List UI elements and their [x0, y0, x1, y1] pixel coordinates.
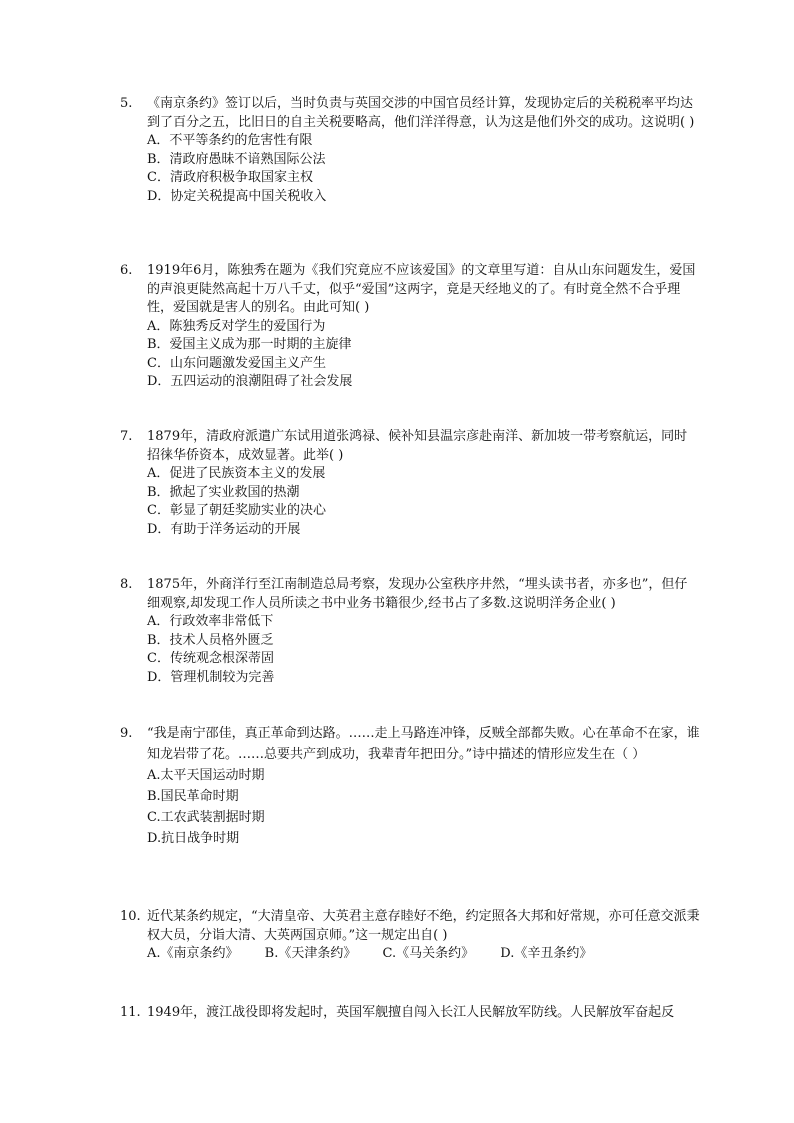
question-8	[120, 576, 700, 687]
question-text: 1949年，渡江战役即将发起时，英国军舰擅自闯入长江人民解放军防线。人民解放军奋起反	[147, 1005, 675, 1020]
question-number: 7.	[120, 429, 133, 444]
question-stem	[120, 262, 700, 318]
question-text: “我是南宁邵佳，真正革命到达路。……走上马路连冲锋，反贼全部都失败。心在革命不在家，谁知龙岩带了花。……总要共产到成功，我辈青年把田分。”诗中描述的情形应发生在（ ）	[147, 726, 700, 762]
question-stem	[120, 428, 700, 465]
option-b: B．技术人员格外匮乏	[147, 632, 274, 648]
question-number: 5.	[120, 96, 133, 111]
option-d: D.抗日战争时期	[147, 831, 240, 846]
option-b: B．清政府愚昧不谙熟国际公法	[147, 151, 326, 167]
option-a: A．不平等条约的危害性有限	[147, 133, 313, 148]
option-d: D.《辛丑条约》	[500, 946, 593, 961]
option-d: D．有助于洋务运动的开展	[147, 521, 301, 537]
question-number: 11.	[120, 1005, 141, 1020]
option-c: C.工农武装割据时期	[147, 810, 265, 825]
option-d: D．协定关税提高中国关税收入	[147, 188, 327, 204]
option-c: C．山东问题激发爱国主义产生	[147, 355, 326, 371]
option-c: C.《马关条约》	[382, 946, 475, 961]
option-a: A．陈独秀反对学生的爱国行为	[147, 318, 326, 334]
question-6	[120, 262, 700, 392]
question-text: 近代某条约规定，“大清皇帝、大英君主意存睦好不绝，约定照各大邦和好常规，亦可任意交派秉权大员，分诣大清、大英两国京师。”这一规定出自( )	[147, 909, 700, 943]
option-b: B.《天津条约》	[264, 946, 357, 961]
question-text: 1919年6月，陈独秀在题为《我们究竟应不应该爱国》的文章里写道：自从山东问题发生，爱国的声浪更陡然高起十万八千丈，似乎“爱国”这两字，竟是天经地义的了。有时竟全然不合乎理性，爱国就是害人的别名。由此可知( )	[147, 263, 696, 315]
option-b: B．掀起了实业救国的热潮	[147, 484, 300, 500]
question-11	[120, 1004, 700, 1023]
question-text: 《南京条约》签订以后，当时负责与英国交涉的中国官员经计算，发现协定后的关税税率平均达到了百分之五，比旧日的自主关税要略高，他们洋洋得意，认为这是他们外交的成功。这说明( )	[147, 96, 695, 130]
option-d: D．管理机制较为完善	[147, 669, 275, 685]
question-stem	[120, 95, 700, 132]
question-stem	[120, 576, 700, 613]
question-stem	[120, 723, 700, 765]
option-b: B．爱国主义成为那一时期的主旋律	[147, 337, 352, 352]
question-7	[120, 428, 700, 539]
option-c: C．清政府积极争取国家主权	[147, 170, 313, 185]
question-number: 6.	[120, 263, 133, 278]
question-stem	[120, 1004, 700, 1023]
question-number: 8.	[120, 577, 133, 592]
option-a: A．促进了民族资本主义的发展	[147, 466, 326, 481]
option-a: A.《南京条约》	[147, 946, 239, 961]
question-10	[120, 908, 700, 964]
question-number: 10.	[120, 909, 141, 924]
option-c: C．彰显了朝廷奖励实业的决心	[147, 503, 326, 518]
question-text: 1879年，清政府派遣广东试用道张鸿禄、候补知县温宗彦赴南洋、新加坡一带考察航运，同时招徕华侨资本，成效显著。此举( )	[147, 429, 688, 463]
question-5	[120, 95, 700, 206]
options-row	[120, 945, 700, 964]
option-b: B.国民革命时期	[147, 789, 239, 804]
question-stem	[120, 908, 700, 945]
option-a: A．行政效率非常低下	[147, 614, 274, 629]
question-9	[120, 723, 700, 849]
option-d: D．五四运动的浪潮阻碍了社会发展	[147, 374, 353, 389]
question-text: 1875年，外商洋行至江南制造总局考察，发现办公室秩序井然，“埋头读书者，亦多也”，但仔细观察,却发现工作人员所读之书中业务书籍很少,经书占了多数.这说明洋务企业( )	[147, 577, 688, 611]
option-c: C．传统观念根深蒂固	[147, 651, 274, 666]
option-a: A.太平天国运动时期	[147, 768, 265, 783]
question-number: 9.	[120, 726, 133, 741]
